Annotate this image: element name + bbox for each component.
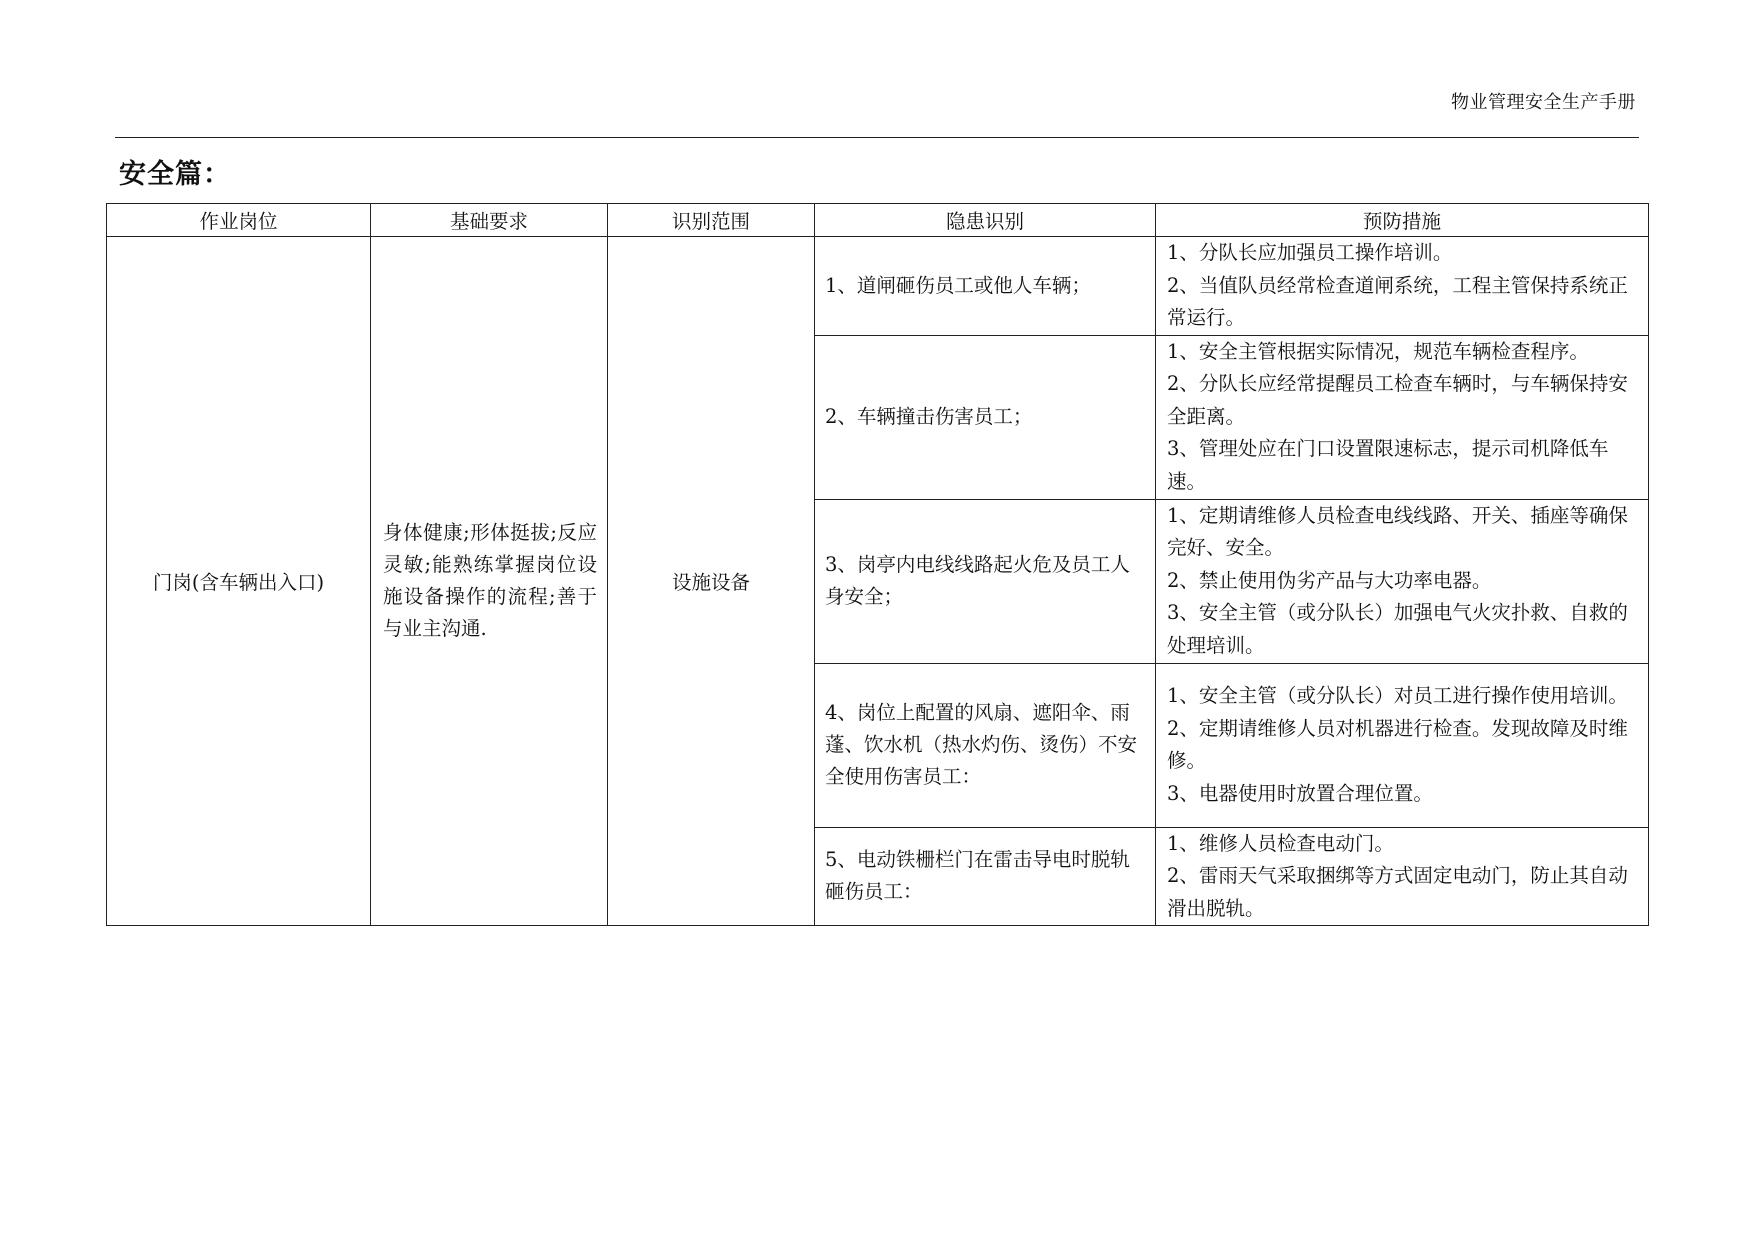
table-header-row bbox=[107, 204, 1649, 237]
measure-item: 1、定期请维修人员检查电线线路、开关、插座等确保完好、安全。 bbox=[1167, 503, 1628, 560]
measures-cell bbox=[1156, 499, 1649, 663]
requirement-cell: 身体健康;形体挺拔;反应灵敏;能熟练掌握岗位设施设备操作的流程;善于与业主沟通. bbox=[371, 237, 608, 926]
header-hazard: 隐患识别 bbox=[815, 204, 1156, 237]
measure-item: 2、当值队员经常检查道闸系统，工程主管保持系统正常运行。 bbox=[1167, 273, 1628, 329]
header-post: 作业岗位 bbox=[107, 204, 371, 237]
measure-item: 1、安全主管（或分队长）对员工进行操作使用培训。 bbox=[1167, 684, 1628, 707]
hazard-cell: 3、岗亭内电线线路起火危及员工人身安全； bbox=[815, 499, 1156, 663]
measure-item: 2、禁止使用伪劣产品与大功率电器。 bbox=[1167, 568, 1492, 592]
header-divider bbox=[115, 137, 1639, 138]
measures-cell bbox=[1156, 663, 1649, 827]
measure-item: 2、定期请维修人员对机器进行检查。发现故障及时维修。 bbox=[1167, 716, 1628, 772]
header-requirement: 基础要求 bbox=[371, 204, 608, 237]
header-measures: 预防措施 bbox=[1156, 204, 1649, 237]
measures-cell bbox=[1156, 827, 1649, 926]
measure-item: 2、雷雨天气采取捆绑等方式固定电动门，防止其自动滑出脱轨。 bbox=[1167, 864, 1628, 920]
measure-item: 1、安全主管根据实际情况，规范车辆检查程序。 bbox=[1167, 339, 1589, 363]
hazard-cell: 5、电动铁栅栏门在雷击导电时脱轨砸伤员工： bbox=[815, 827, 1156, 926]
table-row bbox=[107, 237, 1649, 336]
measure-item: 3、管理处应在门口设置限速标志，提示司机降低车速。 bbox=[1167, 437, 1609, 493]
measure-item: 1、维修人员检查电动门。 bbox=[1167, 831, 1394, 855]
measures-cell bbox=[1156, 335, 1649, 499]
measure-item: 1、分队长应加强员工操作培训。 bbox=[1167, 241, 1453, 264]
measures-cell bbox=[1156, 237, 1649, 336]
hazard-cell: 4、岗位上配置的风扇、遮阳伞、雨蓬、饮水机（热水灼伤、烫伤）不安全使用伤害员工： bbox=[815, 663, 1156, 827]
hazard-cell: 2、车辆撞击伤害员工； bbox=[815, 335, 1156, 499]
header-scope: 识别范围 bbox=[608, 204, 815, 237]
safety-table bbox=[106, 203, 1649, 926]
measure-item: 2、分队长应经常提醒员工检查车辆时，与车辆保持安全距离。 bbox=[1167, 372, 1628, 428]
document-header-title: 物业管理安全生产手册 bbox=[1451, 92, 1636, 113]
hazard-cell: 1、道闸砸伤员工或他人车辆； bbox=[815, 237, 1156, 336]
scope-cell: 设施设备 bbox=[608, 237, 815, 926]
measure-item: 3、安全主管（或分队长）加强电气火灾扑救、自救的处理培训。 bbox=[1167, 601, 1628, 657]
post-cell: 门岗(含车辆出入口) bbox=[107, 237, 371, 926]
section-title: 安全篇： bbox=[119, 159, 231, 190]
measure-item: 3、电器使用时放置合理位置。 bbox=[1167, 781, 1433, 805]
